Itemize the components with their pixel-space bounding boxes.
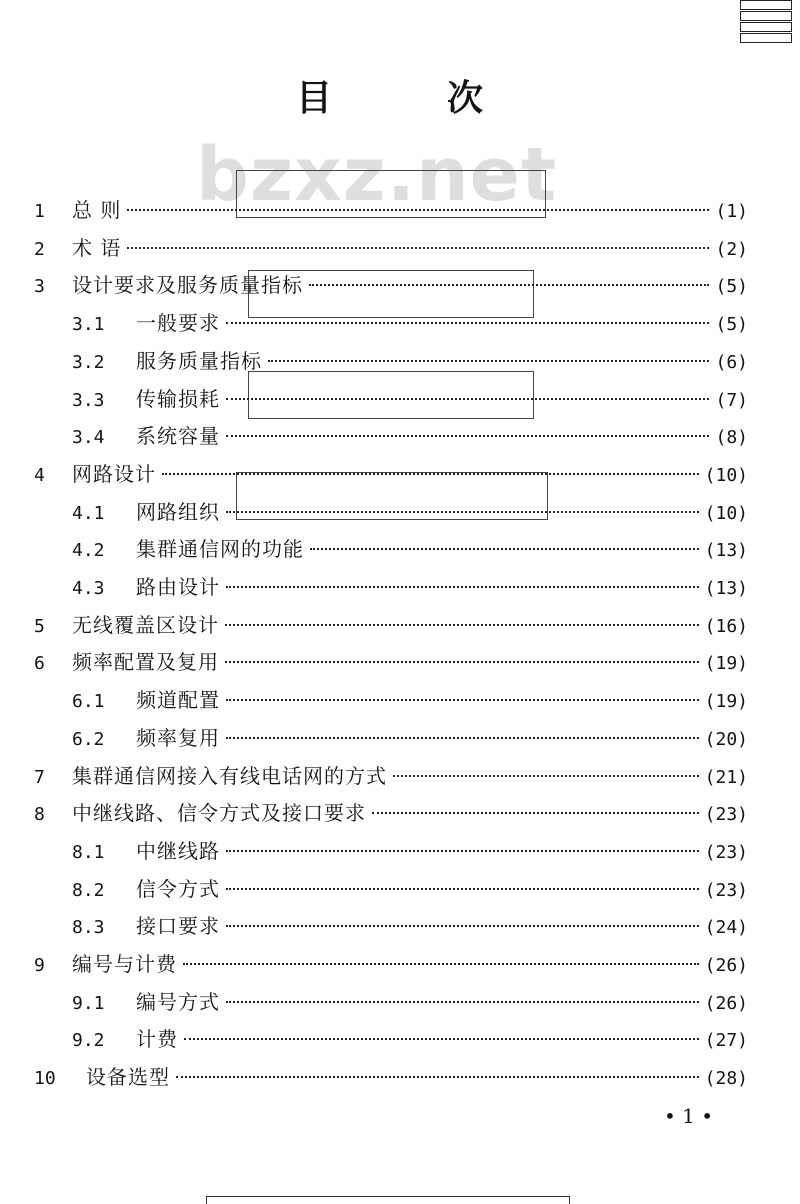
toc-page-ref: (2)	[715, 238, 748, 260]
toc-label: 频率配置及复用	[72, 650, 219, 675]
toc-label: 网路组织	[136, 499, 220, 524]
toc-subsection-row[interactable]	[72, 309, 748, 337]
toc-subsection-row[interactable]	[72, 837, 748, 865]
toc-leader-dots	[268, 360, 709, 362]
toc-label: 集群通信网的功能	[136, 537, 304, 562]
watermark: bzxz.net	[196, 132, 558, 218]
toc-leader-dots	[372, 812, 699, 814]
toc-subsection-row[interactable]	[72, 385, 748, 413]
toc-section-row[interactable]	[34, 950, 748, 978]
toc-number: 7	[34, 766, 45, 788]
toc-number: 6	[34, 653, 45, 675]
toc-label: 计费	[136, 1027, 178, 1052]
toc-number: 8.2	[72, 879, 105, 901]
toc-page-ref: (21)	[704, 766, 748, 788]
toc-page-ref: (26)	[704, 992, 748, 1014]
toc-label: 设计要求及服务质量指标	[72, 273, 303, 298]
toc-label: 频率复用	[136, 725, 220, 750]
corner-marks	[740, 0, 792, 48]
toc-number: 3.4	[72, 427, 105, 449]
toc-label: 路由设计	[136, 575, 220, 599]
toc-section-row[interactable]	[34, 648, 748, 676]
toc-label: 信令方式	[136, 876, 220, 901]
title-char-1: 目	[296, 78, 333, 119]
title-char-2: 次	[447, 78, 484, 119]
toc-number: 9	[34, 955, 45, 976]
toc-number: 4	[34, 464, 45, 486]
toc-page-ref: (23)	[704, 879, 748, 901]
toc-subsection-row[interactable]	[72, 422, 748, 450]
toc-page-ref: (1)	[715, 201, 748, 222]
toc-subsection-row[interactable]	[72, 1025, 748, 1053]
toc-page-ref: (13)	[704, 578, 748, 599]
page-number: • 1 •	[664, 1104, 714, 1128]
toc-label: 频道配置	[136, 688, 220, 713]
toc-leader-dots	[225, 661, 699, 663]
toc-leader-dots	[226, 322, 709, 324]
toc-page-ref: (13)	[704, 540, 748, 562]
toc-page-ref: (6)	[715, 351, 748, 373]
toc-leader-dots	[226, 888, 699, 890]
toc-label: 中继线路	[136, 838, 220, 863]
toc-label: 中继线路、信令方式及接口要求	[72, 801, 366, 826]
toc-page-ref: (23)	[704, 841, 748, 863]
toc-section-row[interactable]	[34, 234, 748, 262]
toc-subsection-row[interactable]	[72, 875, 748, 903]
toc-leader-dots	[393, 775, 699, 777]
toc-label: 术 语	[72, 235, 122, 260]
toc-label: 无线覆盖区设计	[72, 612, 219, 637]
toc-number: 6.1	[72, 691, 105, 713]
toc-number: 4.1	[72, 502, 105, 524]
toc-number: 4.3	[72, 578, 105, 599]
toc-label: 网路设计	[72, 461, 156, 486]
toc-label: 接口要求	[136, 914, 220, 939]
toc-section-row[interactable]	[34, 799, 748, 827]
toc-leader-dots	[183, 963, 699, 965]
toc-page-ref: (16)	[704, 615, 748, 637]
toc-number: 3.1	[72, 314, 105, 336]
toc-subsection-row[interactable]	[72, 988, 748, 1016]
toc-number: 9.1	[72, 992, 105, 1014]
toc-number: 1	[34, 201, 45, 222]
toc-leader-dots	[127, 247, 709, 249]
toc-leader-dots	[127, 209, 709, 211]
toc-leader-dots	[226, 1001, 699, 1003]
toc-leader-dots	[226, 737, 699, 739]
toc-page-ref: (26)	[704, 955, 748, 976]
toc-leader-dots	[226, 850, 699, 852]
toc-leader-dots	[226, 925, 699, 927]
toc-page-ref: (5)	[715, 276, 748, 298]
toc-page-ref: (10)	[704, 502, 748, 524]
toc-subsection-row[interactable]	[72, 724, 748, 752]
toc-page-ref: (24)	[704, 917, 748, 939]
toc-leader-dots	[225, 624, 699, 626]
toc-number: 3.2	[72, 351, 105, 373]
toc-number: 8.1	[72, 841, 105, 863]
toc-subsection-row[interactable]	[72, 686, 748, 714]
toc-page-ref: (27)	[704, 1030, 748, 1052]
toc-page-ref: (5)	[715, 314, 748, 336]
toc-label: 设备选型	[86, 1065, 170, 1090]
toc-leader-dots	[184, 1038, 699, 1040]
toc-leader-dots	[310, 548, 699, 550]
toc-leader-dots	[176, 1076, 699, 1078]
toc-section-row[interactable]	[34, 762, 748, 790]
toc-leader-dots	[226, 435, 709, 437]
toc-number: 9.2	[72, 1030, 105, 1052]
toc-page-ref: (7)	[715, 389, 748, 411]
toc-page-ref: (8)	[715, 427, 748, 449]
toc-label: 总 则	[72, 198, 122, 222]
toc-number: 10	[34, 1068, 56, 1090]
toc-subsection-row[interactable]	[72, 347, 748, 375]
toc-page-ref: (19)	[704, 653, 748, 675]
toc-leader-dots	[309, 284, 709, 286]
toc-number: 2	[34, 238, 45, 260]
toc-page-ref: (23)	[704, 804, 748, 826]
toc-page-ref: (20)	[704, 728, 748, 750]
toc-page-ref: (19)	[704, 691, 748, 713]
toc-leader-dots	[226, 511, 699, 513]
toc-page-ref: (28)	[704, 1068, 748, 1090]
toc-number: 4.2	[72, 540, 105, 562]
toc-subsection-row[interactable]	[72, 912, 748, 940]
toc-label: 编号方式	[136, 989, 220, 1014]
toc-label: 传输损耗	[136, 386, 220, 411]
bottom-stamp-strip	[206, 1196, 570, 1204]
toc-leader-dots	[162, 473, 699, 475]
toc-subsection-row[interactable]	[72, 498, 748, 526]
toc-number: 3.3	[72, 389, 105, 411]
toc-section-row[interactable]	[34, 611, 748, 639]
toc-label: 服务质量指标	[136, 348, 262, 373]
toc-section-row[interactable]	[34, 460, 748, 488]
toc-leader-dots	[226, 699, 699, 701]
toc-label: 集群通信网接入有线电话网的方式	[72, 763, 387, 788]
toc-label: 系统容量	[136, 424, 220, 449]
toc-section-row[interactable]	[34, 1063, 748, 1091]
toc-label: 一般要求	[136, 311, 220, 336]
toc-number: 3	[34, 276, 45, 298]
toc-page-ref: (10)	[704, 464, 748, 486]
toc-number: 8.3	[72, 917, 105, 939]
toc-section-row[interactable]	[34, 271, 748, 299]
toc-section-row[interactable]	[34, 196, 748, 224]
toc-leader-dots	[226, 586, 699, 588]
toc-subsection-row[interactable]	[72, 573, 748, 601]
toc-number: 8	[34, 804, 45, 826]
toc-label: 编号与计费	[72, 952, 177, 976]
toc-number: 6.2	[72, 728, 105, 750]
toc-number: 5	[34, 615, 45, 637]
toc-subsection-row[interactable]	[72, 535, 748, 563]
toc-leader-dots	[226, 398, 709, 400]
